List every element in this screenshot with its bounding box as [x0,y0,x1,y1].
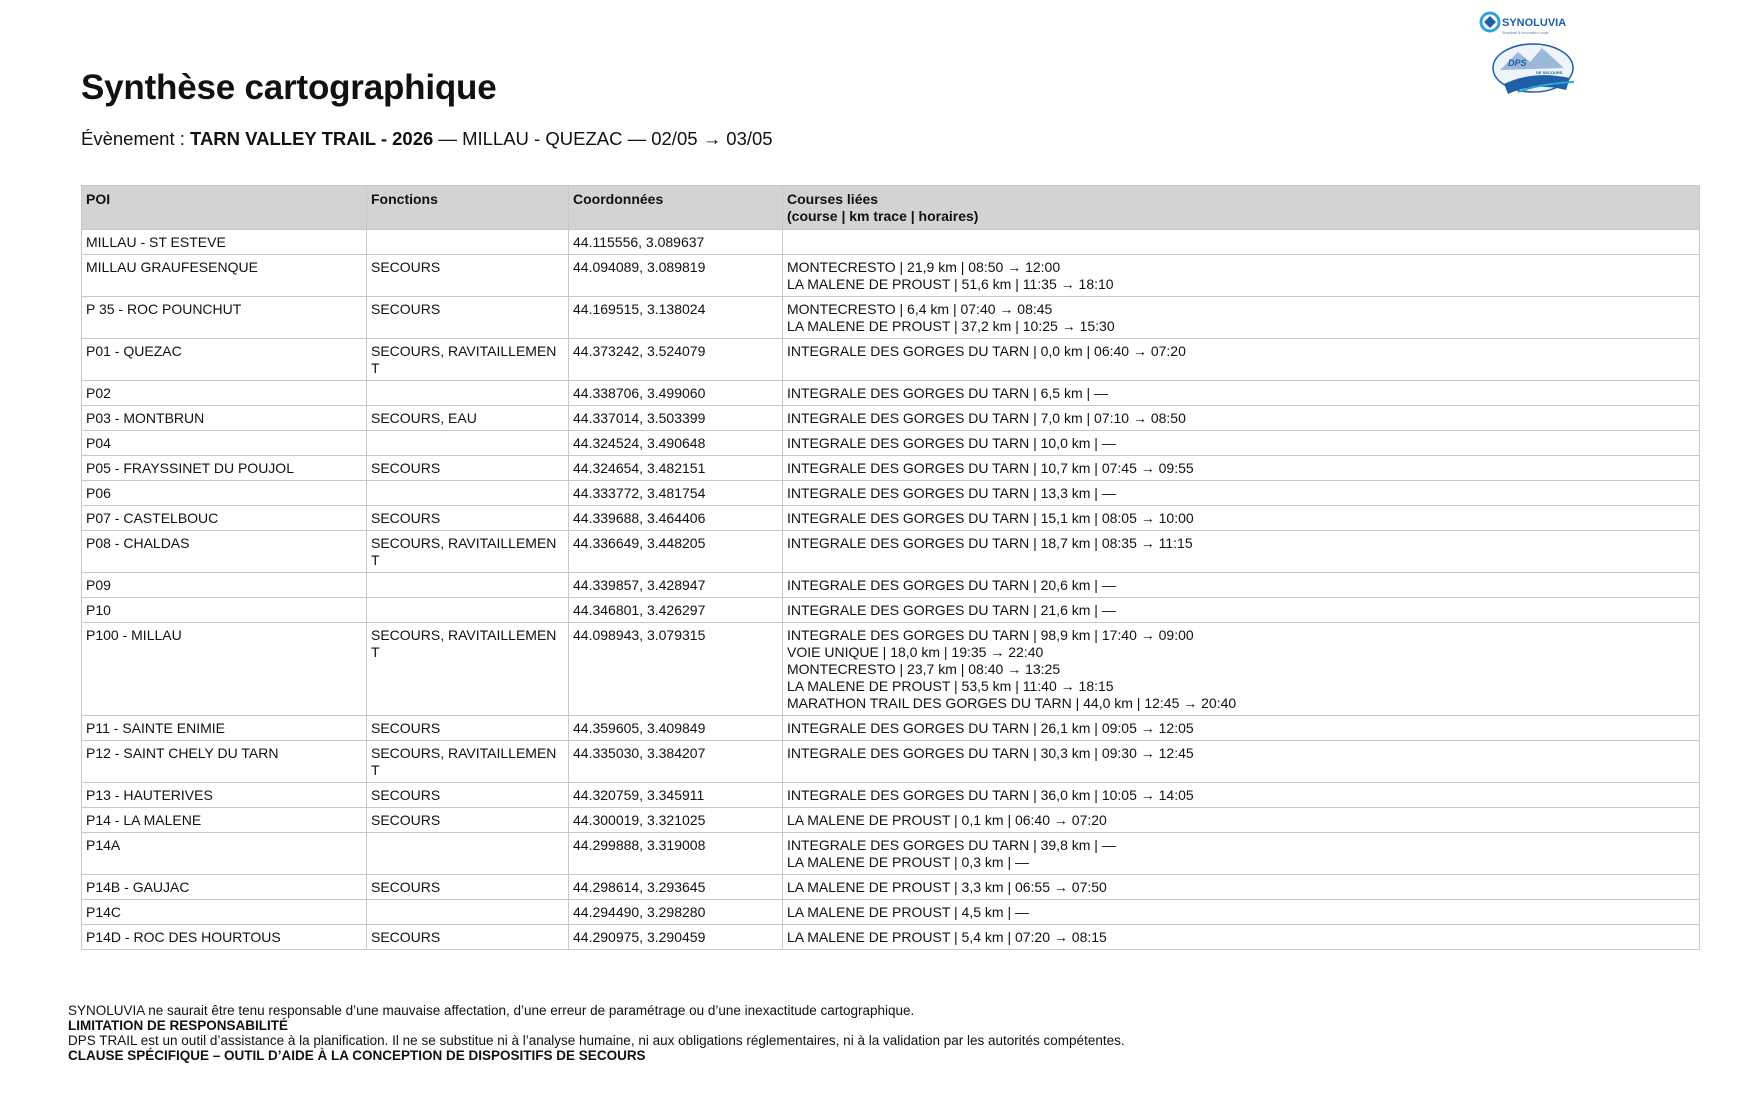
cell-coords-text: 44.346801, 3.426297 [573,602,706,618]
cell-poi [82,623,367,716]
cell-coords [569,783,783,808]
cell-fonctions [367,925,569,950]
course-entry: LA MALENE DE PROUST | 4,5 km | — [787,904,1029,920]
footer-line-2: LIMITATION DE RESPONSABILITÉ [68,1018,289,1033]
cell-courses [783,925,1700,950]
course-entry: VOIE UNIQUE | 18,0 km | 19:35 → 22:40 [787,644,1044,660]
cell-fonctions [367,456,569,481]
cell-poi-text: P03 - MONTBRUN [86,410,205,426]
cell-courses [783,900,1700,925]
cell-coords-text: 44.335030, 3.384207 [573,745,706,761]
cell-coords [569,381,783,406]
cell-coords [569,623,783,716]
cell-poi-text: P100 - MILLAU [86,627,182,643]
cell-coords [569,339,783,381]
cell-coords-text: 44.300019, 3.321025 [573,812,706,828]
cell-fonctions [367,230,569,255]
course-entry: INTEGRALE DES GORGES DU TARN | 21,6 km | — [787,602,1116,618]
table-row [82,900,1700,925]
cell-fonctions [367,531,569,573]
logo-brand: SYNOLUVIA [1502,17,1567,29]
table-row [82,456,1700,481]
cell-courses [783,531,1700,573]
table-row [82,783,1700,808]
cell-poi-text: P07 - CASTELBOUC [86,510,219,526]
cell-poi [82,481,367,506]
cell-coords-text: 44.336649, 3.448205 [573,535,706,551]
cell-coords-text: 44.339688, 3.464406 [573,510,706,526]
page-title: Synthèse cartographique [81,68,497,107]
cell-fonctions-text: SECOURS [371,460,441,476]
cell-courses [783,741,1700,783]
cell-poi [82,381,367,406]
course-entry: LA MALENE DE PROUST | 5,4 km | 07:20 → 08:15 [787,929,1107,945]
cell-fonctions-text: SECOURS, RAVITAILLEMENT [371,535,557,568]
cell-fonctions-text: SECOURS [371,510,441,526]
course-entry: LA MALENE DE PROUST | 53,5 km | 11:40 → 18:15 [787,678,1114,694]
course-entry: INTEGRALE DES GORGES DU TARN | 10,7 km | 07:45 → 09:55 [787,460,1194,476]
cell-poi-text: MILLAU GRAUFESENQUE [86,259,258,275]
event-line [81,128,773,150]
cell-poi-text: P09 [86,577,111,593]
cell-poi-text: P 35 - ROC POUNCHUT [86,301,242,317]
course-entry: INTEGRALE DES GORGES DU TARN | 10,0 km | — [787,435,1116,451]
cell-fonctions [367,506,569,531]
course-entry: INTEGRALE DES GORGES DU TARN | 15,1 km | 08:05 → 10:00 [787,510,1194,526]
table-row [82,381,1700,406]
course-entry: INTEGRALE DES GORGES DU TARN | 13,3 km | — [787,485,1116,501]
cell-poi [82,875,367,900]
cell-poi [82,900,367,925]
table-row [82,741,1700,783]
table-row [82,297,1700,339]
cell-fonctions [367,900,569,925]
cell-poi-text: P14D - ROC DES HOURTOUS [86,929,281,945]
cell-poi [82,741,367,783]
course-entry: MONTECRESTO | 6,4 km | 07:40 → 08:45 [787,301,1053,317]
cell-fonctions-text: SECOURS [371,787,441,803]
cell-poi-text: P12 - SAINT CHELY DU TARN [86,745,279,761]
cell-coords-text: 44.338706, 3.499060 [573,385,706,401]
cell-poi [82,808,367,833]
cell-fonctions [367,297,569,339]
cell-poi-text: P06 [86,485,111,501]
table-row [82,431,1700,456]
cell-poi [82,573,367,598]
table-row [82,925,1700,950]
course-entry: INTEGRALE DES GORGES DU TARN | 0,0 km | 06:40 → 07:20 [787,343,1186,359]
table-header-row [82,186,1700,230]
course-entry: MONTECRESTO | 21,9 km | 08:50 → 12:00 [787,259,1061,275]
table-row [82,875,1700,900]
cell-courses [783,783,1700,808]
course-entry: LA MALENE DE PROUST | 37,2 km | 10:25 → 15:30 [787,318,1115,334]
header-courses [783,186,1700,230]
cell-coords [569,598,783,623]
table-row [82,808,1700,833]
cell-fonctions-text: SECOURS [371,720,441,736]
cell-courses [783,875,1700,900]
cell-fonctions-text: SECOURS, EAU [371,410,477,426]
cell-poi [82,716,367,741]
course-entry: MARATHON TRAIL DES GORGES DU TARN | 44,0 km | 12:45 → 20:40 [787,695,1237,711]
cell-coords-text: 44.115556, 3.089637 [573,234,705,250]
cell-courses [783,230,1700,255]
cell-coords [569,481,783,506]
cell-fonctions [367,741,569,783]
logo-tagline: Simplicité & Innovation Locale [1502,31,1549,35]
cell-courses [783,808,1700,833]
cell-coords [569,431,783,456]
cell-coords-text: 44.294490, 3.298280 [573,904,706,920]
cell-poi [82,833,367,875]
cell-courses [783,716,1700,741]
cell-coords-text: 44.337014, 3.503399 [573,410,706,426]
footer-line-4: CLAUSE SPÉCIFIQUE – OUTIL D’AIDE À LA CONCEPTION DE DISPOSITIFS DE SECOURS [68,1048,646,1063]
cell-poi [82,255,367,297]
cell-courses [783,339,1700,381]
cell-poi [82,598,367,623]
cell-coords-text: 44.094089, 3.089819 [573,259,706,275]
cell-courses [783,431,1700,456]
cell-poi-text: P08 - CHALDAS [86,535,190,551]
cell-fonctions [367,339,569,381]
cell-fonctions [367,255,569,297]
table-row [82,716,1700,741]
cell-poi-text: MILLAU - ST ESTEVE [86,234,226,250]
header-poi: POI [82,186,367,230]
cell-coords [569,833,783,875]
cell-fonctions [367,875,569,900]
table-row [82,406,1700,431]
cell-poi-text: P02 [86,385,111,401]
cell-coords-text: 44.359605, 3.409849 [573,720,706,736]
course-entry: INTEGRALE DES GORGES DU TARN | 18,7 km | 08:35 → 11:15 [787,535,1193,551]
course-entry: INTEGRALE DES GORGES DU TARN | 98,9 km | 17:40 → 09:00 [787,627,1194,643]
cell-coords-text: 44.324524, 3.490648 [573,435,706,451]
cell-coords [569,875,783,900]
course-entry: LA MALENE DE PROUST | 0,1 km | 06:40 → 07:20 [787,812,1107,828]
cell-fonctions-text: SECOURS [371,812,441,828]
cell-fonctions [367,808,569,833]
course-entry: INTEGRALE DES GORGES DU TARN | 26,1 km | 09:05 → 12:05 [787,720,1194,736]
cell-poi-text: P05 - FRAYSSINET DU POUJOL [86,460,294,476]
cell-fonctions [367,406,569,431]
cell-poi-text: P01 - QUEZAC [86,343,182,359]
logo-badge-sub: DE SECOURS [1536,70,1563,75]
logo-badge: DPS [1508,58,1527,68]
cell-poi-text: P14B - GAUJAC [86,879,190,895]
cell-coords-text: 44.299888, 3.319008 [573,837,706,853]
cell-poi [82,506,367,531]
cell-coords [569,900,783,925]
cell-poi [82,531,367,573]
cell-coords-text: 44.339857, 3.428947 [573,577,706,593]
table-row [82,230,1700,255]
course-entry: INTEGRALE DES GORGES DU TARN | 39,8 km | — [787,837,1116,853]
cell-courses [783,598,1700,623]
dps-badge-icon [1493,44,1574,94]
event-name: TARN VALLEY TRAIL - 2026 [190,128,434,149]
cell-coords [569,741,783,783]
event-prefix: Évènement : [81,128,191,149]
cell-fonctions-text: SECOURS [371,259,441,275]
cell-coords [569,255,783,297]
cell-fonctions [367,598,569,623]
cell-coords-text: 44.320759, 3.345911 [573,787,705,803]
cell-fonctions-text: SECOURS [371,879,441,895]
cell-poi [82,925,367,950]
synoluvia-mark-icon [1481,13,1499,31]
cell-fonctions-text: SECOURS [371,301,441,317]
course-entry: INTEGRALE DES GORGES DU TARN | 36,0 km | 10:05 → 14:05 [787,787,1194,803]
cell-coords [569,297,783,339]
cell-fonctions [367,783,569,808]
table-row [82,506,1700,531]
course-entry: LA MALENE DE PROUST | 0,3 km | — [787,854,1029,870]
cell-coords [569,573,783,598]
cell-courses [783,297,1700,339]
cell-courses [783,833,1700,875]
course-entry: INTEGRALE DES GORGES DU TARN | 7,0 km | 07:10 → 08:50 [787,410,1186,426]
header-fonctions: Fonctions [367,186,569,230]
cell-fonctions [367,716,569,741]
cell-poi [82,297,367,339]
cell-fonctions [367,431,569,456]
cell-courses [783,456,1700,481]
cell-coords-text: 44.298614, 3.293645 [573,879,706,895]
header-courses-sub: (course | km trace | horaires) [787,208,979,224]
cell-courses [783,255,1700,297]
table-row [82,573,1700,598]
course-entry: LA MALENE DE PROUST | 51,6 km | 11:35 → 18:10 [787,276,1114,292]
cell-coords [569,531,783,573]
cell-fonctions [367,381,569,406]
cell-courses [783,623,1700,716]
cell-poi-text: P14A [86,837,121,853]
header-courses-title: Courses liées [787,191,879,207]
footer-line-1: SYNOLUVIA ne saurait être tenu responsable d’une mauvaise affectation, d’une erreur de paramétrage ou d’une inexactitude cartographique. [68,1003,915,1018]
cell-courses [783,406,1700,431]
cell-poi-text: P14 - LA MALENE [86,812,202,828]
cell-coords [569,716,783,741]
footer-line-3: DPS TRAIL est un outil d’assistance à la planification. Il ne se substitue ni à l’analyse humaine, ni aux obligations réglementaires, ni à la validation par les autorités compétentes. [68,1033,1125,1048]
cell-poi-text: P04 [86,435,111,451]
cell-poi [82,783,367,808]
cell-fonctions-text: SECOURS, RAVITAILLEMENT [371,627,557,660]
cell-poi [82,456,367,481]
table-row [82,833,1700,875]
cell-poi [82,230,367,255]
course-entry: MONTECRESTO | 23,7 km | 08:40 → 13:25 [787,661,1061,677]
course-entry: INTEGRALE DES GORGES DU TARN | 30,3 km | 09:30 → 12:45 [787,745,1194,761]
cell-courses [783,573,1700,598]
cell-coords [569,506,783,531]
cell-coords-text: 44.324654, 3.482151 [573,460,706,476]
cell-coords [569,925,783,950]
header-coords: Coordonnées [569,186,783,230]
cell-poi [82,339,367,381]
course-entry: LA MALENE DE PROUST | 3,3 km | 06:55 → 07:50 [787,879,1107,895]
cell-coords [569,406,783,431]
table-row [82,339,1700,381]
table-body [82,230,1700,950]
cell-fonctions-text: SECOURS, RAVITAILLEMENT [371,745,557,778]
cell-poi [82,406,367,431]
cell-courses [783,506,1700,531]
course-entry: INTEGRALE DES GORGES DU TARN | 6,5 km | — [787,385,1109,401]
cell-coords-text: 44.098943, 3.079315 [573,627,706,643]
table-row [82,481,1700,506]
cell-fonctions [367,623,569,716]
cell-poi-text: P14C [86,904,122,920]
cell-poi-text: P11 - SAINTE ENIMIE [86,720,225,736]
footer-disclaimer [68,1003,1125,1063]
course-entry: INTEGRALE DES GORGES DU TARN | 20,6 km | — [787,577,1116,593]
cell-fonctions [367,573,569,598]
poi-table [81,185,1700,950]
table-row [82,598,1700,623]
cell-fonctions [367,481,569,506]
cell-poi-text: P13 - HAUTERIVES [86,787,213,803]
table-row [82,623,1700,716]
cell-coords-text: 44.290975, 3.290459 [573,929,706,945]
table-row [82,255,1700,297]
cell-fonctions [367,833,569,875]
cell-coords-text: 44.333772, 3.481754 [573,485,706,501]
synoluvia-dps-logo [1478,8,1588,100]
event-details: — MILLAU - QUEZAC — 02/05 → 03/05 [433,128,773,149]
cell-coords [569,230,783,255]
cell-poi-text: P10 [86,602,111,618]
cell-courses [783,481,1700,506]
cell-fonctions-text: SECOURS, RAVITAILLEMENT [371,343,557,376]
cell-coords-text: 44.169515, 3.138024 [573,301,706,317]
cell-coords [569,808,783,833]
cell-coords-text: 44.373242, 3.524079 [573,343,706,359]
cell-fonctions-text: SECOURS [371,929,441,945]
cell-courses [783,381,1700,406]
cell-poi [82,431,367,456]
cell-coords [569,456,783,481]
table-row [82,531,1700,573]
